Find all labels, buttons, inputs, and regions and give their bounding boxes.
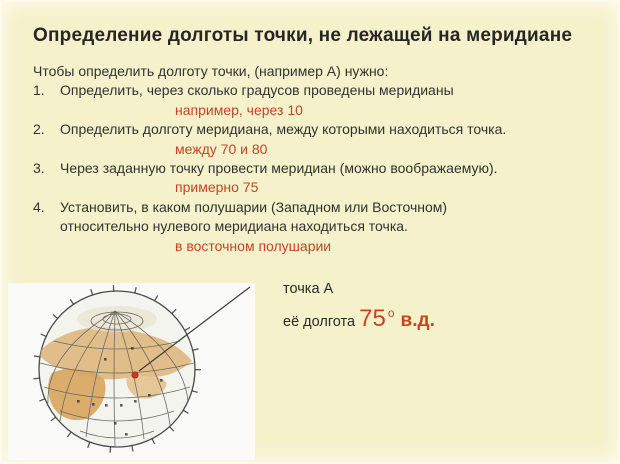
- point-annotation: [283, 281, 435, 333]
- step-answer-1: например, через 10: [175, 101, 303, 118]
- point-a-marker: [132, 372, 138, 378]
- step-item-1: [33, 81, 598, 100]
- step-item-3: [33, 159, 598, 178]
- step-answer-4: в восточном полушарии: [175, 237, 332, 254]
- intro-text: Чтобы определить долготу точки, (например А) нужно:: [33, 63, 389, 79]
- step-text: Определить, через сколько градусов проведены меридианы: [60, 82, 454, 99]
- step-text: Определить долготу меридиана, между которыми находиться точка.: [60, 121, 507, 138]
- step-item-4: [33, 198, 598, 237]
- step-text: Через заданную точку провести меридиан (можно воображаемую).: [60, 160, 498, 177]
- page-title: Определение долготы точки, не лежащей на меридиане: [33, 25, 573, 46]
- globe-drawing: [8, 283, 255, 460]
- step-answer-3: примерно 75: [175, 179, 259, 196]
- globe-image: [8, 283, 255, 460]
- step-number: 2.: [33, 121, 45, 138]
- point-label: точка А: [283, 281, 334, 297]
- step-number: 1.: [33, 82, 45, 99]
- step-number: 3.: [33, 160, 45, 177]
- longitude-line: [283, 305, 435, 333]
- step-answer-2: между 70 и 80: [175, 140, 268, 157]
- step-item-2: [33, 120, 598, 139]
- degree-sign: о: [387, 306, 395, 320]
- step-number: 4.: [33, 198, 45, 215]
- steps-block: [33, 62, 598, 256]
- longitude-prefix: её долгота: [283, 314, 356, 330]
- longitude-suffix: в.д.: [400, 310, 435, 331]
- polar-cap: [77, 306, 157, 332]
- longitude-value: 75: [359, 305, 386, 332]
- step-text: Установить, в каком полушарии (Западном или Восточном) относительно нулевого меридиана находиться точка.: [60, 198, 448, 235]
